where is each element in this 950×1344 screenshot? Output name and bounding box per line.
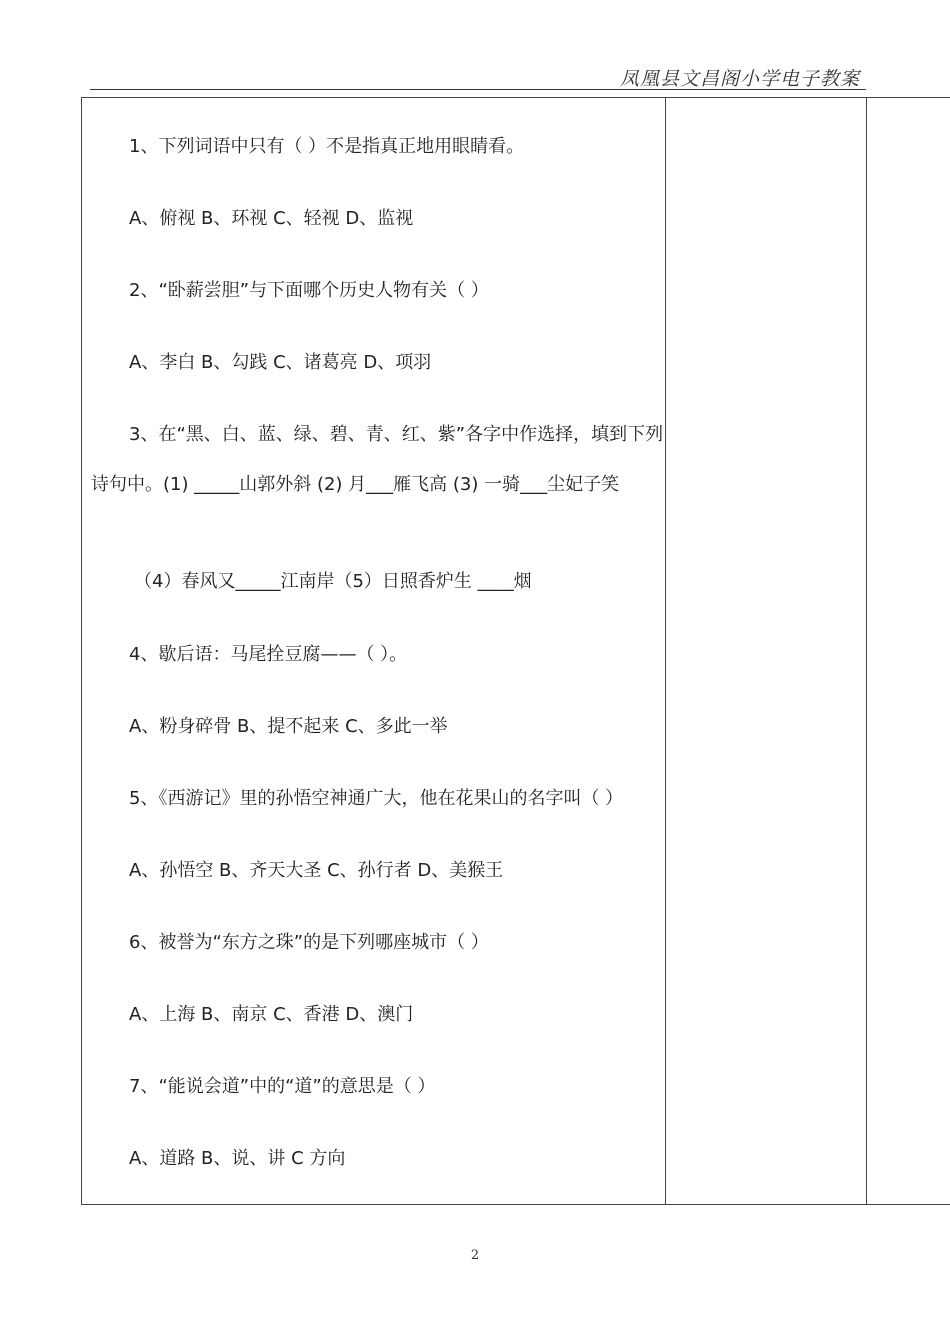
question-content xyxy=(82,98,665,1204)
header-title: 凤凰县文昌阁小学电子教案 xyxy=(619,68,860,90)
question-4: 4、歇后语：马尾拴豆腐——（ ）。 xyxy=(129,644,408,665)
question-6-options: A、上海 B、南京 C、香港 D、澳门 xyxy=(129,1004,414,1025)
lesson-table xyxy=(81,97,950,1205)
table-row xyxy=(82,98,950,1205)
question-7-options: A、道路 B、说、讲 C 方向 xyxy=(129,1148,346,1169)
question-3-continued: 诗句中。(1) _____山郭外斜 (2) 月___雁飞高 (3) 一骑___尘妃子笑 xyxy=(91,474,620,495)
question-5-options: A、孙悟空 B、齐天大圣 C、孙行者 D、美猴王 xyxy=(129,860,504,881)
question-5: 5、《西游记》里的孙悟空神通广大，他在花果山的名字叫（ ） xyxy=(129,788,624,809)
question-3: 3、在“黑、白、蓝、绿、碧、青、红、紫”各字中作选择，填到下列 xyxy=(129,424,664,445)
main-content-cell xyxy=(82,98,666,1205)
question-3-blanks: （4）春风又_____江南岸（5）日照香炉生 ____烟 xyxy=(134,571,532,592)
question-2: 2、“卧薪尝胆”与下面哪个历史人物有关（ ） xyxy=(129,280,489,301)
question-1: 1、下列词语中只有（ ）不是指真正地用眼睛看。 xyxy=(129,136,525,157)
question-7: 7、“能说会道”中的“道”的意思是（ ） xyxy=(129,1076,436,1097)
question-4-options: A、粉身碎骨 B、提不起来 C、多此一举 xyxy=(129,716,448,737)
question-1-options: A、俯视 B、环视 C、轻视 D、监视 xyxy=(129,208,414,229)
page-number: 2 xyxy=(470,1248,480,1263)
question-2-options: A、李白 B、勾践 C、诸葛亮 D、项羽 xyxy=(129,352,432,373)
remarks-cell xyxy=(867,98,950,1205)
question-6: 6、被誉为“东方之珠”的是下列哪座城市（ ） xyxy=(129,932,489,953)
header-rule xyxy=(90,89,866,90)
